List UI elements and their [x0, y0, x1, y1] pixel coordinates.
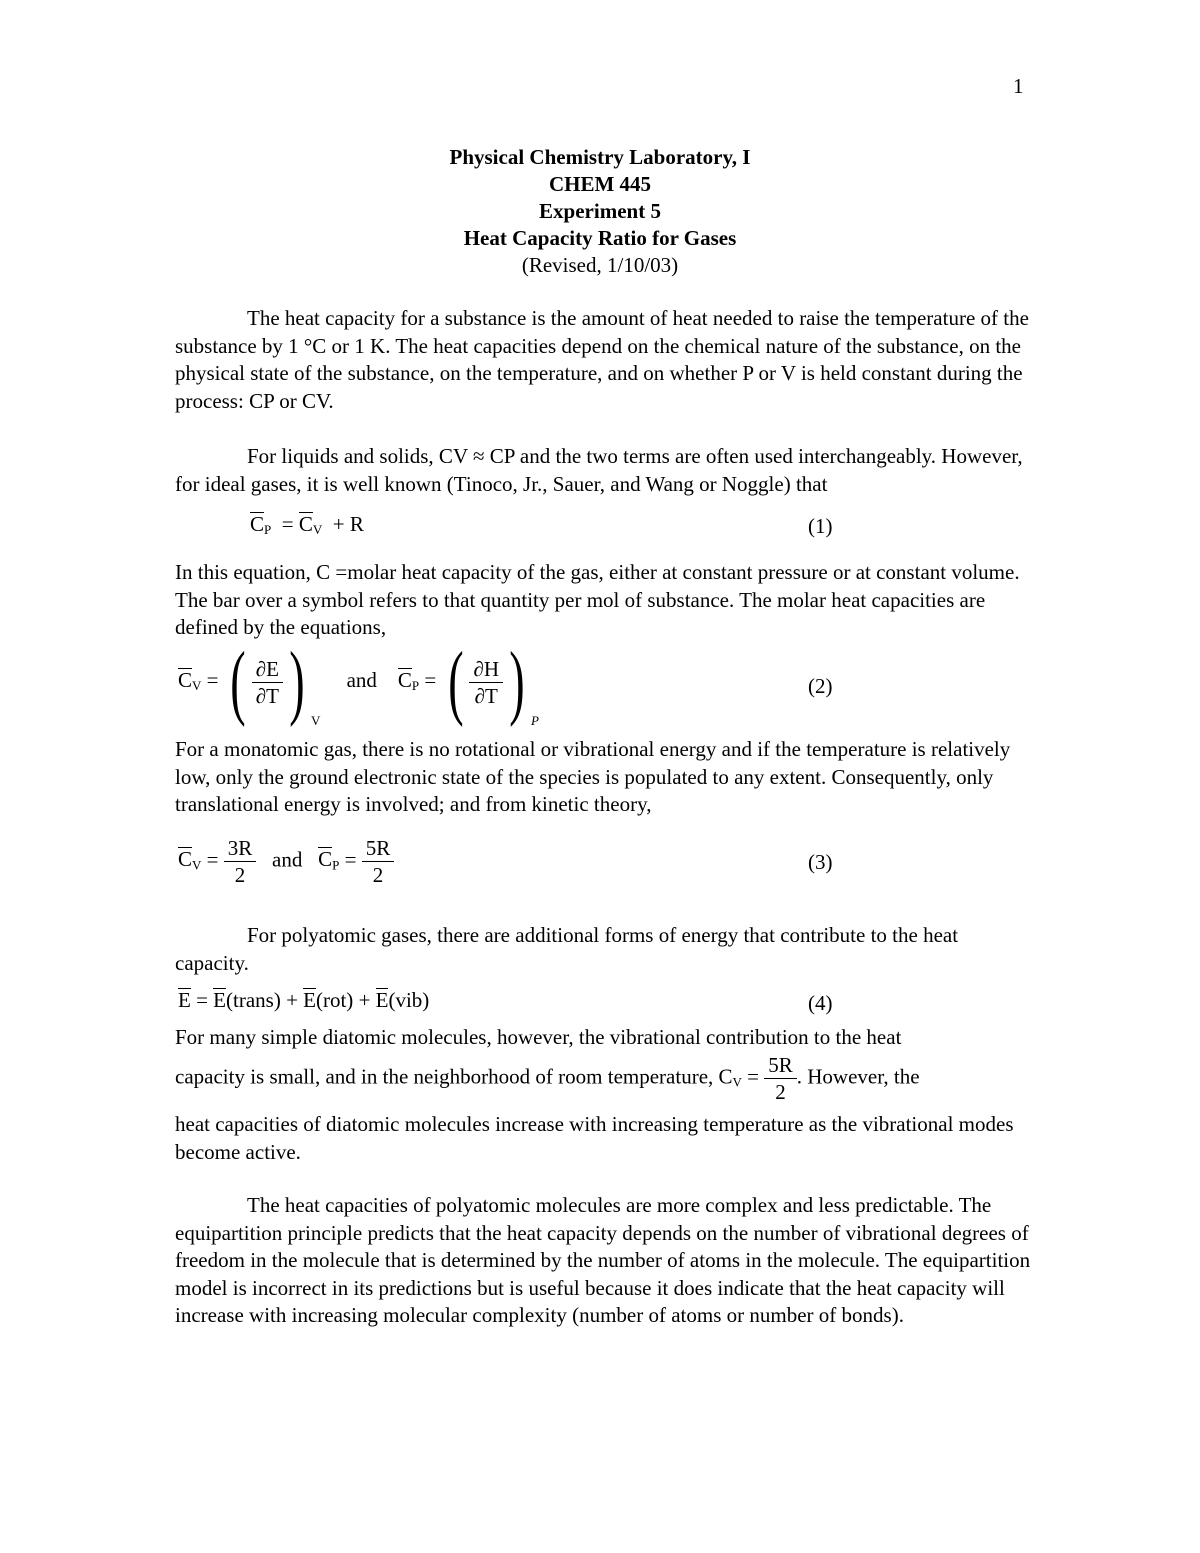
equation-4-number: (4) — [808, 991, 833, 1015]
equation-3: $C_V$ = $\frac{3R}{2}$ and $C_P$ = $\frac{5R}{2}$ — [178, 835, 394, 888]
paragraph-monatomic: For a monatomic gas, there is no rotational or vibrational energy and if the temperature is relatively low, only the ground electronic state of the species is populated to any extent. Consequently, only translational energy is involved; and from kinetic theory, — [175, 737, 1011, 816]
paragraph-intro: The heat capacity for a substance is the amount of heat needed to raise the temperature of the substance by 1 °C or 1 K. The heat capacities depend on the chemical nature of the substance, on the physical state of the substance, on the temperature, and on whether P or V is held constant during the process: CP or CV. — [175, 306, 1029, 413]
equation-4: E = E(trans) + E(rot) + E(vib) — [178, 988, 430, 1012]
equation-1: $C_P = C_V + R$ — [250, 512, 364, 537]
paragraph-polyatomic-gases: For polyatomic gases, there are additional forms of energy that contribute to the heat capacity. — [175, 923, 959, 975]
paragraph-liquids-solids: For liquids and solids, CV ≈ CP and the two terms are often used interchangeably. However, for ideal gases, it is well known (Tinoco, Jr., Sauer, and Wang or Noggle) that — [175, 444, 1023, 496]
course-code: CHEM 445 — [548, 172, 652, 196]
page-number: 1 — [1013, 74, 1024, 98]
paragraph-polyatomic-molecules: The heat capacities of polyatomic molecules are more complex and less predictable. The equipartition principle predicts that the heat capacity depends on the number of vibrational degrees of freedom in the molecule that is determined by the number of atoms in the molecule. The equipartition model is incorrect in its predictions but is useful because it does indicate that the heat capacity will increase with increasing molecular complexity (number of atoms or number of bonds). — [175, 1193, 1031, 1327]
equation-3-number: (3) — [808, 850, 833, 874]
paragraph-molar-definition: In this equation, C =molar heat capacity of the gas, either at constant pressure or at constant volume. The bar over a symbol refers to that quantity per mol of substance. The molar heat capacities are defined by the equations, — [175, 560, 1020, 639]
equation-2-number: (2) — [808, 674, 833, 698]
paragraph-diatomic-line2: capacity is small, and in the neighborhood of room temperature, $C_V$ = $\frac{5R}{2}$ . However, the — [175, 1053, 920, 1104]
equation-2: $C_V$ = ( $\frac{\partial E}{\partial T}$ ) $_V$ and $C_P$ = ( $\frac{\partial H}{\partial T}$ ) $_P$ — [178, 635, 539, 728]
paragraph-diatomic-line1: For many simple diatomic molecules, however, the vibrational contribution to the heat — [175, 1025, 902, 1049]
experiment-title: Heat Capacity Ratio for Gases — [463, 226, 737, 250]
course-title: Physical Chemistry Laboratory, I — [449, 145, 751, 169]
experiment-number: Experiment 5 — [539, 199, 661, 223]
paragraph-diatomic-rest: heat capacities of diatomic molecules increase with increasing temperature as the vibrational modes become active. — [175, 1112, 1014, 1164]
revision-date: (Revised, 1/10/03) — [521, 253, 679, 277]
equation-1-number: (1) — [808, 514, 833, 538]
